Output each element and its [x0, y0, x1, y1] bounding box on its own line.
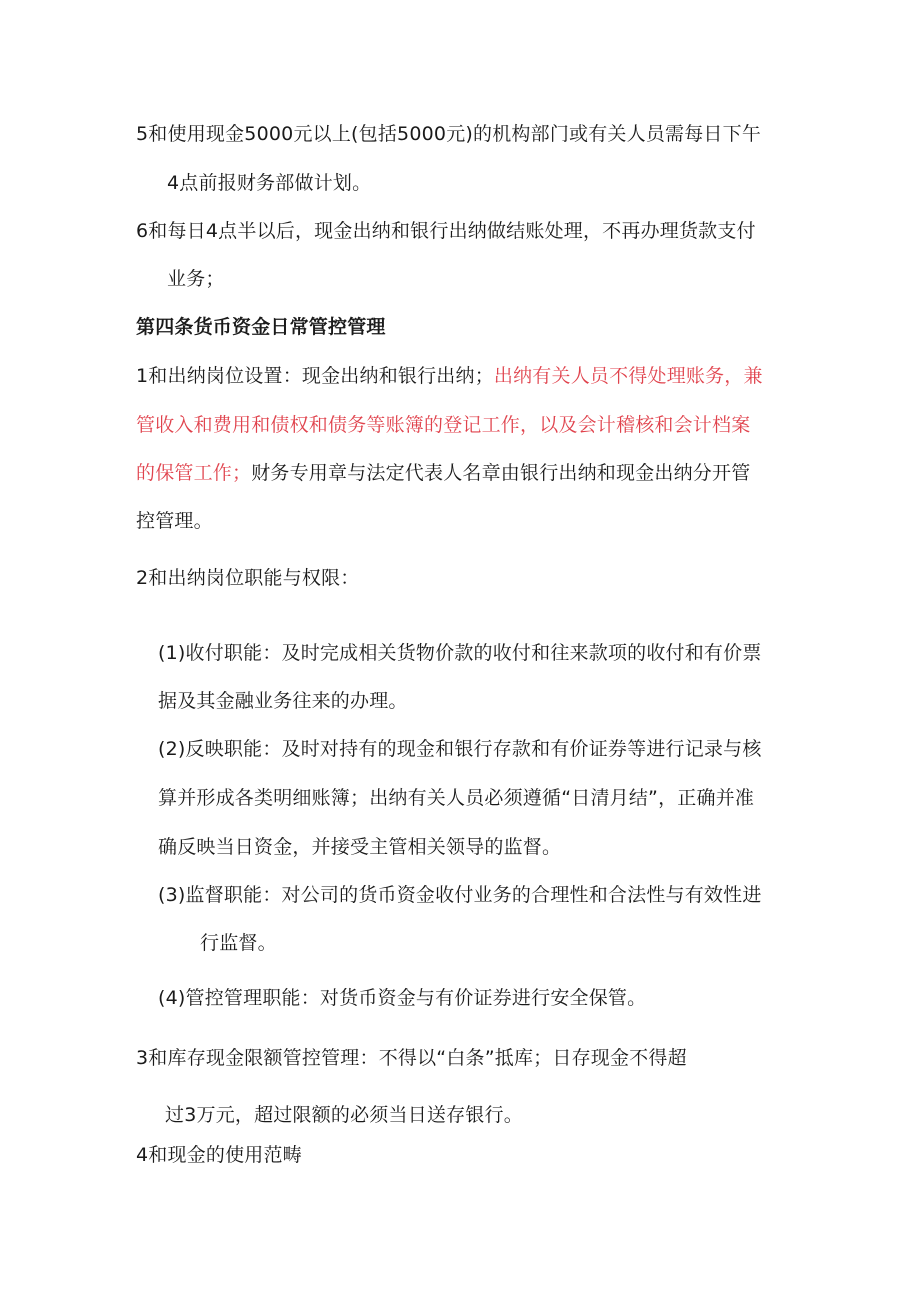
item-3-line-2: 过3万元，超过限额的必须当日送存银行。	[165, 1104, 523, 1126]
item-1-line-3	[136, 461, 750, 485]
rule-5-line-1: 5和使用现金5000元以上(包括5000元)的机构部门或有关人员需每日下午	[136, 123, 762, 145]
duty-2-line-2: 算并形成各类明细账簿；出纳有关人员必须遵循“日清月结”，正确并准	[158, 787, 755, 809]
duty-1-line-2: 据及其金融业务往来的办理。	[158, 690, 408, 712]
duty-3-line-1: (3)监督职能：对公司的货币资金收付业务的合理性和合法性与有效性进	[158, 884, 762, 906]
item-1-line-4: 控管理。	[136, 510, 213, 532]
item-2-title: 2和出纳岗位职能与权限：	[136, 567, 360, 589]
item-4-title: 4和现金的使用范畴	[136, 1144, 302, 1166]
item-3-line-1: 3和库存现金限额管控管理：不得以“白条”抵库；日存现金不得超	[136, 1047, 687, 1069]
duty-4-line-1: (4)管控管理职能：对货币资金与有价证券进行安全保管。	[158, 987, 647, 1009]
item-1-highlight: 出纳有关人员不得处理账务，兼	[493, 365, 763, 387]
item-1-highlight-end: 的保管工作；	[136, 462, 252, 484]
item-1-text-cont: 财务专用章与法定代表人名章由银行出纳和现金出纳分开管	[251, 462, 751, 484]
duty-2-line-1: (2)反映职能：及时对持有的现金和银行存款和有价证券等进行记录与核	[158, 738, 762, 760]
item-1-text: 1和出纳岗位设置：现金出纳和银行出纳；	[136, 365, 494, 387]
duty-1-line-1: (1)收付职能：及时完成相关货物价款的收付和往来款项的收付和有价票	[158, 642, 762, 664]
rule-6-line-1: 6和每日4点半以后，现金出纳和银行出纳做结账处理，不再办理货款支付	[136, 220, 756, 242]
item-1-line-1	[136, 364, 763, 388]
duty-2-line-3: 确反映当日资金，并接受主管相关领导的监督。	[158, 836, 562, 858]
duty-3-line-2: 行监督。	[200, 932, 277, 954]
section-heading: 第四条货币资金日常管控管理	[136, 316, 386, 338]
item-1-line-2: 管收入和费用和债权和债务等账簿的登记工作，以及会计稽核和会计档案	[136, 414, 751, 436]
rule-5-line-2: 4点前报财务部做计划。	[167, 172, 372, 194]
rule-6-line-2: 业务；	[167, 268, 225, 290]
